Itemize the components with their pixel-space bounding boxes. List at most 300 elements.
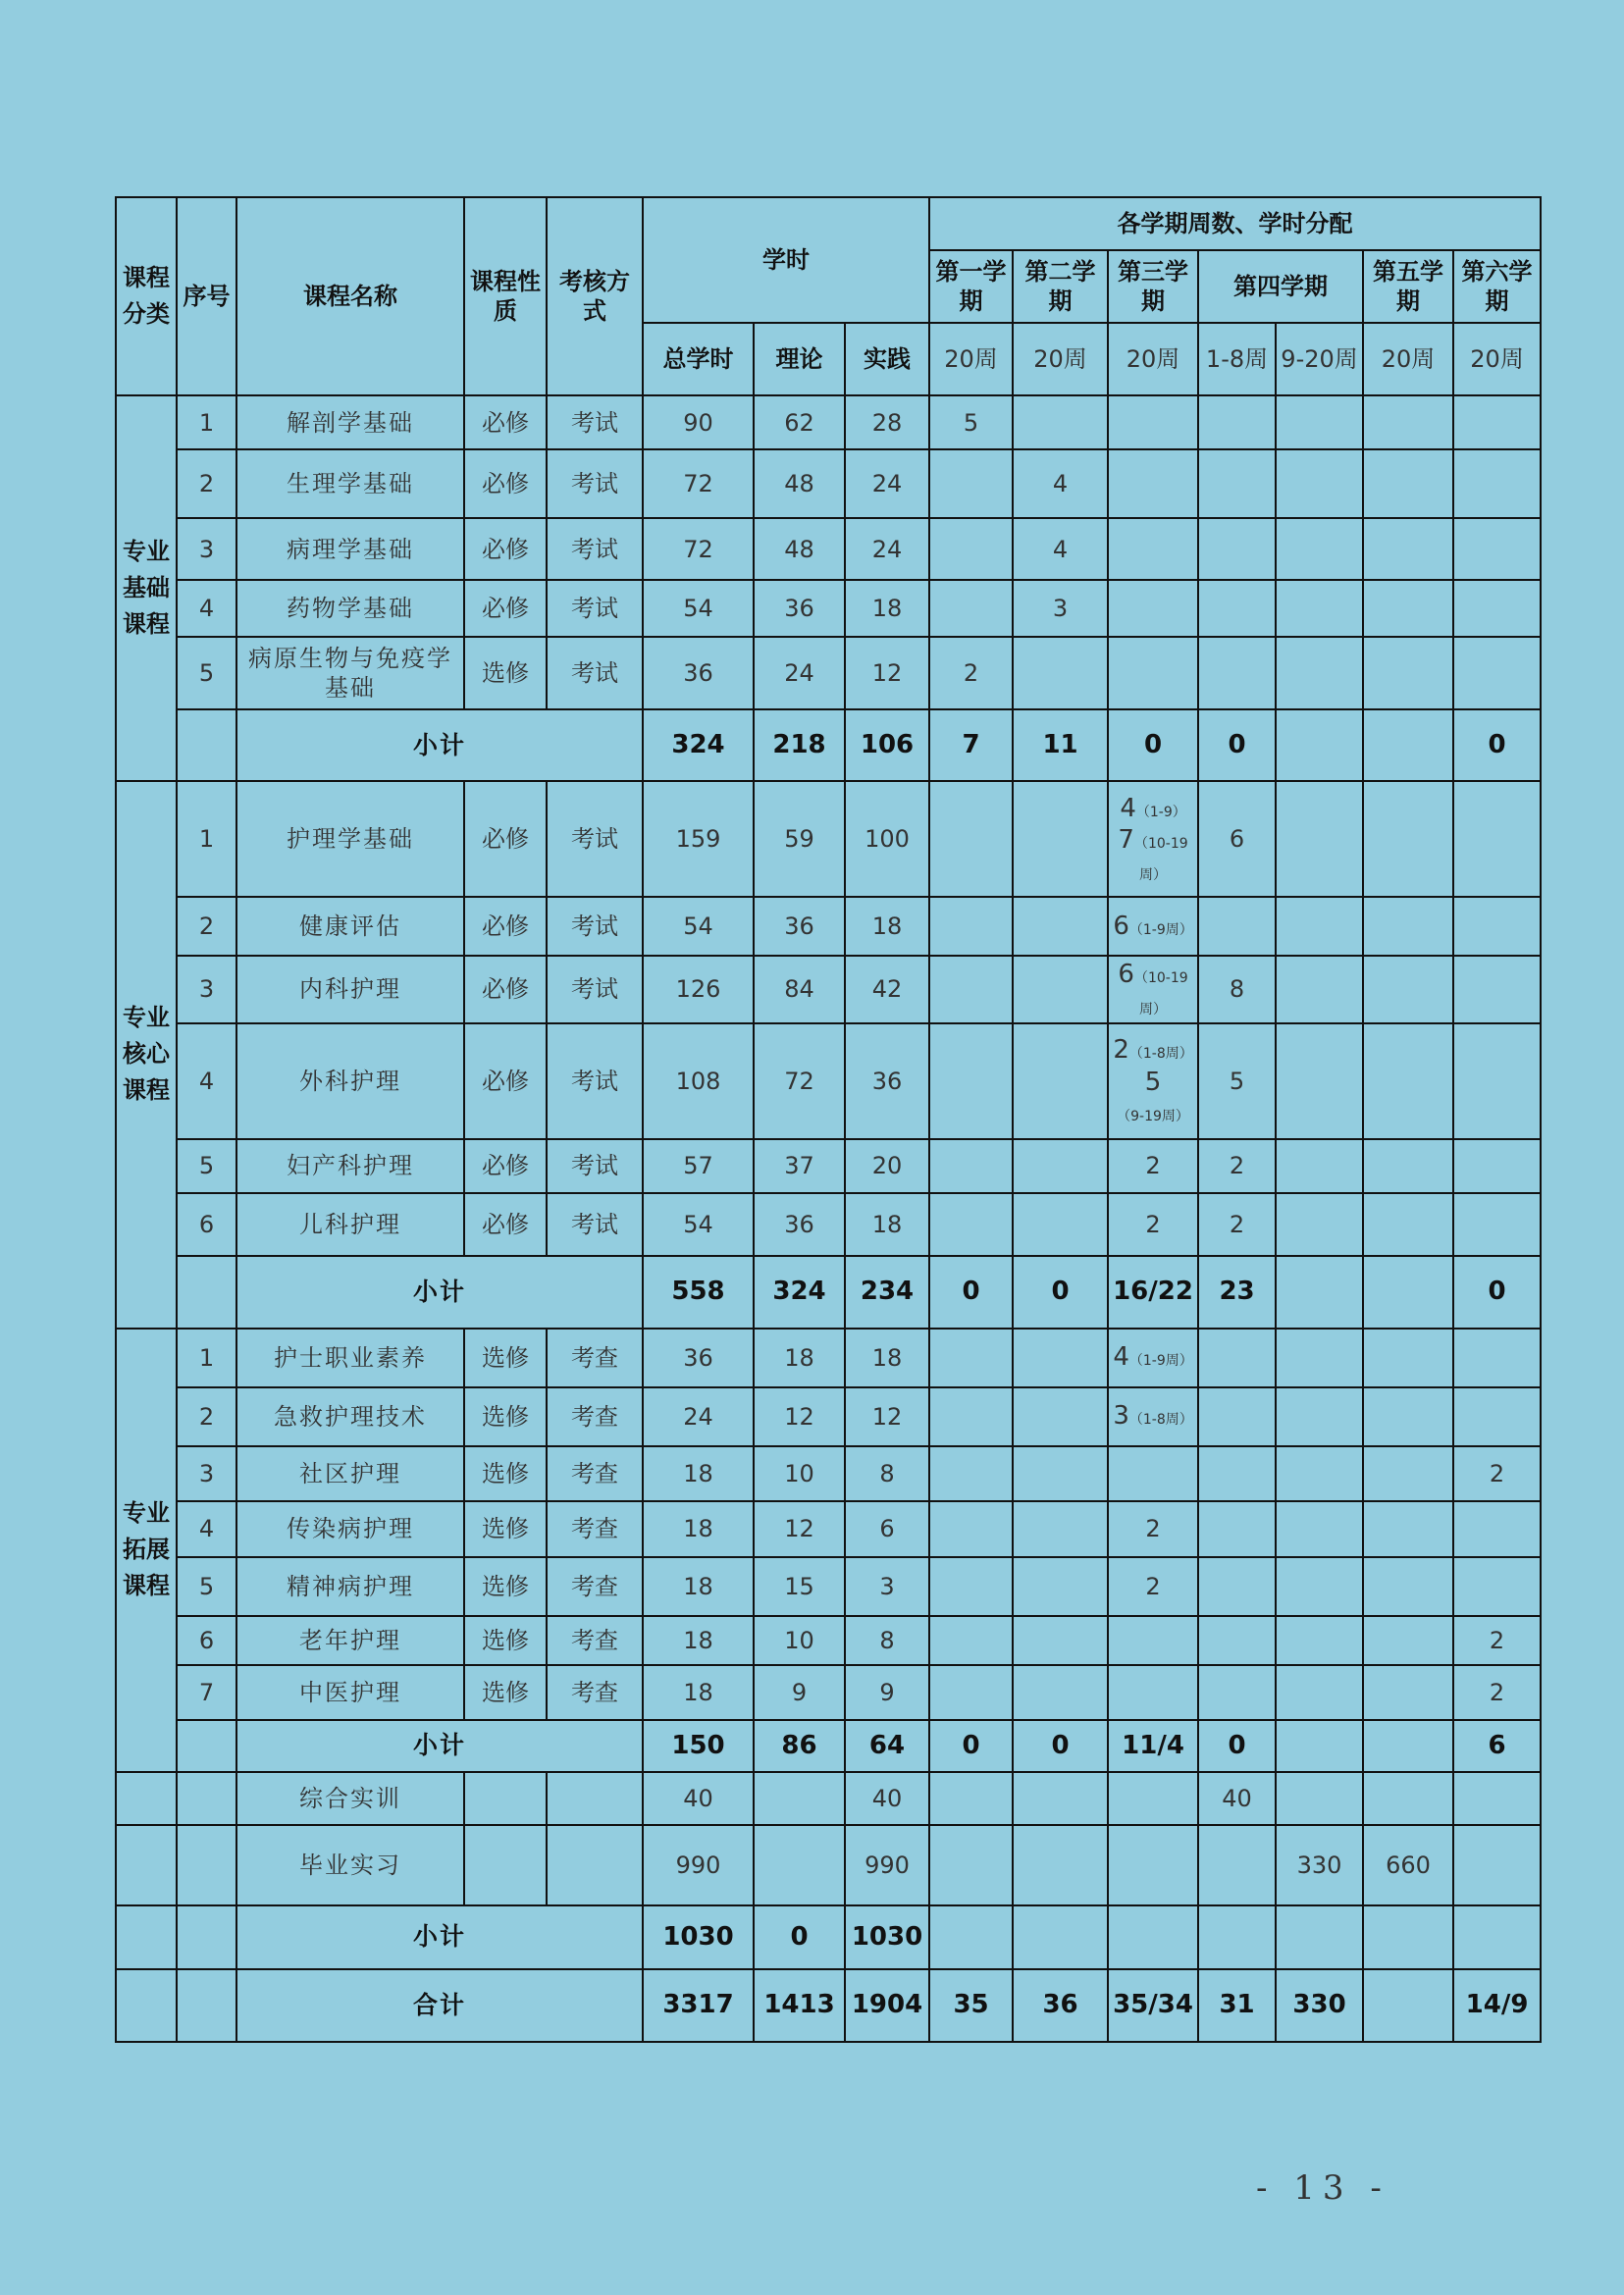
- sem1-cell: [929, 897, 1013, 956]
- assess-cell: 考试: [547, 1139, 643, 1193]
- table-row: [116, 1329, 1541, 1387]
- sem4b-cell: [1276, 1665, 1363, 1720]
- sem1-cell: [929, 1139, 1013, 1193]
- nature-cell: 选修: [464, 1616, 547, 1665]
- theory-cell: [754, 1825, 845, 1905]
- sem3-cell: [1108, 897, 1198, 956]
- sem4a-cell: 8: [1198, 956, 1276, 1023]
- sem4b-cell: [1276, 580, 1363, 637]
- course-name-cell: 内科护理: [236, 956, 464, 1023]
- sem2-cell: 0: [1013, 1256, 1108, 1329]
- total-cell: 54: [643, 1193, 754, 1256]
- practice-cell: 234: [845, 1256, 929, 1329]
- category-cell: [116, 1772, 177, 1825]
- theory-cell: 36: [754, 1193, 845, 1256]
- course-name-cell: 护理学基础: [236, 781, 464, 897]
- sem4a-cell: [1198, 395, 1276, 449]
- header-weeks-sem6: 20周: [1453, 323, 1541, 395]
- sem4b-cell: [1276, 1193, 1363, 1256]
- course-name-cell: 社区护理: [236, 1446, 464, 1501]
- sem2-cell: [1013, 1905, 1108, 1969]
- assess-cell: 考查: [547, 1616, 643, 1665]
- sem2-cell: [1013, 897, 1108, 956]
- seq-cell: 7: [177, 1665, 236, 1720]
- sem5-cell: [1363, 1772, 1453, 1825]
- table-row: [116, 637, 1541, 709]
- weekly-hours-entry: [1112, 824, 1194, 886]
- table-row: [116, 1825, 1541, 1905]
- sem3-cell: 2: [1108, 1501, 1198, 1557]
- seq-cell: 4: [177, 1501, 236, 1557]
- category-cell: [116, 1905, 177, 1969]
- seq-cell: 2: [177, 1387, 236, 1446]
- weekly-hours-entry: [1113, 1400, 1192, 1433]
- sem1-cell: [929, 1616, 1013, 1665]
- header-sem6: 第六学期: [1453, 250, 1541, 323]
- sem4a-cell: 40: [1198, 1772, 1276, 1825]
- table-row: [116, 1772, 1541, 1825]
- weekly-hours-entry: [1112, 959, 1194, 1020]
- sem4b-cell: 330: [1276, 1969, 1363, 2042]
- sem4a-cell: [1198, 1825, 1276, 1905]
- assess-cell: 考查: [547, 1446, 643, 1501]
- practice-cell: 6: [845, 1501, 929, 1557]
- sem2-cell: 36: [1013, 1969, 1108, 2042]
- total-cell: 54: [643, 897, 754, 956]
- sem5-cell: [1363, 1665, 1453, 1720]
- sem5-cell: [1363, 1256, 1453, 1329]
- subtotal-label: 小计: [236, 1256, 643, 1329]
- seq-cell: [177, 1720, 236, 1772]
- sem6-cell: 14/9: [1453, 1969, 1541, 2042]
- sem1-cell: [929, 1825, 1013, 1905]
- seq-cell: 4: [177, 580, 236, 637]
- sem4a-cell: 6: [1198, 781, 1276, 897]
- theory-cell: 10: [754, 1446, 845, 1501]
- sem4b-cell: [1276, 1387, 1363, 1446]
- sem6-cell: [1453, 1193, 1541, 1256]
- sem6-cell: 2: [1453, 1446, 1541, 1501]
- category-cell: [116, 1825, 177, 1905]
- sem1-cell: [929, 449, 1013, 518]
- sem6-cell: [1453, 1825, 1541, 1905]
- sem3-cell: 35/34: [1108, 1969, 1198, 2042]
- sem1-cell: [929, 1023, 1013, 1139]
- sem4a-cell: 0: [1198, 709, 1276, 781]
- theory-cell: 15: [754, 1557, 845, 1616]
- assess-cell: 考试: [547, 518, 643, 580]
- sem6-cell: [1453, 1905, 1541, 1969]
- theory-cell: 36: [754, 897, 845, 956]
- weekly-hours-range: （10-19周）: [1133, 970, 1188, 1017]
- header-sem3: 第三学期: [1108, 250, 1198, 323]
- sem5-cell: [1363, 1387, 1453, 1446]
- weekly-hours-range: （10-19周）: [1133, 836, 1188, 883]
- weekly-hours-value: 4: [1113, 1342, 1129, 1373]
- sem2-cell: 3: [1013, 580, 1108, 637]
- seq-cell: 1: [177, 781, 236, 897]
- sem3-cell: 16/22: [1108, 1256, 1198, 1329]
- sem4a-cell: [1198, 1501, 1276, 1557]
- sem5-cell: [1363, 1616, 1453, 1665]
- total-cell: 108: [643, 1023, 754, 1139]
- total-cell: 150: [643, 1720, 754, 1772]
- table-row: [116, 1193, 1541, 1256]
- subtotal-label: 合计: [236, 1969, 643, 2042]
- sem5-cell: [1363, 1720, 1453, 1772]
- assess-cell: 考试: [547, 1023, 643, 1139]
- sem1-cell: [929, 956, 1013, 1023]
- table-row: [116, 1023, 1541, 1139]
- subtotal-row: [116, 1720, 1541, 1772]
- assess-cell: 考查: [547, 1501, 643, 1557]
- sem5-cell: [1363, 637, 1453, 709]
- table-row: [116, 395, 1541, 449]
- sem2-cell: [1013, 1139, 1108, 1193]
- header-practice: 实践: [845, 323, 929, 395]
- weekly-hours-entry: [1113, 1034, 1192, 1067]
- header-sem5: 第五学期: [1363, 250, 1453, 323]
- table-row: [116, 1139, 1541, 1193]
- sem1-cell: [929, 518, 1013, 580]
- course-name-cell: 药物学基础: [236, 580, 464, 637]
- practice-cell: 40: [845, 1772, 929, 1825]
- table-row: [116, 1501, 1541, 1557]
- sem6-cell: [1453, 1387, 1541, 1446]
- theory-cell: 84: [754, 956, 845, 1023]
- total-cell: 18: [643, 1501, 754, 1557]
- sem2-cell: [1013, 1772, 1108, 1825]
- total-cell: 72: [643, 449, 754, 518]
- sem4b-cell: [1276, 395, 1363, 449]
- sem3-cell: [1108, 580, 1198, 637]
- nature-cell: 选修: [464, 1446, 547, 1501]
- total-cell: 18: [643, 1616, 754, 1665]
- sem2-cell: [1013, 637, 1108, 709]
- sem4a-cell: 31: [1198, 1969, 1276, 2042]
- weekly-hours-value: 6: [1113, 911, 1129, 941]
- sem2-cell: 4: [1013, 518, 1108, 580]
- sem6-cell: [1453, 956, 1541, 1023]
- seq-cell: 1: [177, 395, 236, 449]
- sem2-cell: [1013, 1557, 1108, 1616]
- course-name-cell: 病原生物与免疫学基础: [236, 637, 464, 709]
- header-seq: 序号: [177, 197, 236, 395]
- theory-cell: 48: [754, 449, 845, 518]
- page-number: - 13 -: [1256, 2168, 1389, 2208]
- weekly-hours-range: （1-8周）: [1128, 1046, 1193, 1062]
- sem3-cell: [1108, 1616, 1198, 1665]
- course-name-cell: 妇产科护理: [236, 1139, 464, 1193]
- sem1-cell: [929, 1665, 1013, 1720]
- assess-cell: 考试: [547, 580, 643, 637]
- sem1-cell: 7: [929, 709, 1013, 781]
- course-schedule-table: [115, 196, 1542, 2043]
- weekly-hours-entry: [1112, 1067, 1194, 1128]
- theory-cell: 18: [754, 1329, 845, 1387]
- sem6-cell: [1453, 449, 1541, 518]
- sem1-cell: 35: [929, 1969, 1013, 2042]
- practice-cell: 9: [845, 1665, 929, 1720]
- nature-cell: 必修: [464, 781, 547, 897]
- sem5-cell: [1363, 897, 1453, 956]
- subtotal-label: 小计: [236, 1905, 643, 1969]
- practice-cell: 18: [845, 580, 929, 637]
- sem5-cell: [1363, 1446, 1453, 1501]
- seq-cell: [177, 1969, 236, 2042]
- nature-cell: 选修: [464, 1501, 547, 1557]
- sem2-cell: [1013, 781, 1108, 897]
- total-cell: 558: [643, 1256, 754, 1329]
- nature-cell: 必修: [464, 1139, 547, 1193]
- sem4b-cell: [1276, 518, 1363, 580]
- sem5-cell: [1363, 1193, 1453, 1256]
- sem6-cell: [1453, 1772, 1541, 1825]
- sem5-cell: [1363, 781, 1453, 897]
- practice-cell: 1904: [845, 1969, 929, 2042]
- header-sem4: 第四学期: [1198, 250, 1363, 323]
- sem6-cell: 0: [1453, 1256, 1541, 1329]
- sem5-cell: [1363, 709, 1453, 781]
- practice-cell: 18: [845, 1193, 929, 1256]
- sem4b-cell: [1276, 956, 1363, 1023]
- weekly-hours-entry: [1120, 793, 1185, 825]
- sem3-cell: [1108, 1772, 1198, 1825]
- sem6-cell: 0: [1453, 709, 1541, 781]
- weekly-hours-range: （1-8周）: [1128, 1412, 1193, 1429]
- sem6-cell: [1453, 897, 1541, 956]
- sem3-cell: [1108, 1329, 1198, 1387]
- weekly-hours-entry: [1113, 1341, 1192, 1374]
- nature-cell: 选修: [464, 637, 547, 709]
- total-cell: 36: [643, 637, 754, 709]
- weekly-hours-value: 6: [1118, 960, 1134, 989]
- sem2-cell: 0: [1013, 1720, 1108, 1772]
- sem4b-cell: [1276, 637, 1363, 709]
- group-label-core: 专业核心课程: [116, 781, 177, 1329]
- assess-cell: 考试: [547, 956, 643, 1023]
- header-weeks-sem4a: 1-8周: [1198, 323, 1276, 395]
- practice-cell: 64: [845, 1720, 929, 1772]
- seq-cell: 5: [177, 1139, 236, 1193]
- sem5-cell: 660: [1363, 1825, 1453, 1905]
- total-cell: 18: [643, 1557, 754, 1616]
- theory-cell: 59: [754, 781, 845, 897]
- practice-cell: 8: [845, 1446, 929, 1501]
- sem2-cell: [1013, 395, 1108, 449]
- assess-cell: 考查: [547, 1557, 643, 1616]
- sem4a-cell: [1198, 897, 1276, 956]
- sem2-cell: [1013, 1023, 1108, 1139]
- course-name-cell: 解剖学基础: [236, 395, 464, 449]
- sem2-cell: 11: [1013, 709, 1108, 781]
- table-row: [116, 897, 1541, 956]
- total-cell: 18: [643, 1665, 754, 1720]
- sem2-cell: [1013, 956, 1108, 1023]
- theory-cell: 0: [754, 1905, 845, 1969]
- weekly-hours-value: 3: [1113, 1401, 1129, 1432]
- table-row: [116, 781, 1541, 897]
- table-row: [116, 580, 1541, 637]
- theory-cell: 48: [754, 518, 845, 580]
- sem3-cell: [1108, 449, 1198, 518]
- sem4b-cell: [1276, 1446, 1363, 1501]
- subtotal-row: [116, 1256, 1541, 1329]
- seq-cell: 5: [177, 637, 236, 709]
- theory-cell: 72: [754, 1023, 845, 1139]
- table-row: [116, 956, 1541, 1023]
- sem3-cell: 2: [1108, 1193, 1198, 1256]
- header-allocation: 各学期周数、学时分配: [929, 197, 1541, 250]
- sem1-cell: [929, 1905, 1013, 1969]
- total-cell: 159: [643, 781, 754, 897]
- assess-cell: [547, 1825, 643, 1905]
- assess-cell: 考查: [547, 1387, 643, 1446]
- header-weeks-sem3: 20周: [1108, 323, 1198, 395]
- sem3-cell: [1108, 1665, 1198, 1720]
- sem5-cell: [1363, 518, 1453, 580]
- practice-cell: 990: [845, 1825, 929, 1905]
- nature-cell: 必修: [464, 580, 547, 637]
- sem6-cell: [1453, 781, 1541, 897]
- weekly-hours-range: （1-9）: [1135, 804, 1186, 820]
- sem1-cell: [929, 1329, 1013, 1387]
- sem2-cell: [1013, 1193, 1108, 1256]
- header-total-hours: 总学时: [643, 323, 754, 395]
- nature-cell: 必修: [464, 897, 547, 956]
- header-course-name: 课程名称: [236, 197, 464, 395]
- weekly-hours-value: 7: [1118, 825, 1134, 855]
- theory-cell: [754, 1772, 845, 1825]
- nature-cell: 选修: [464, 1557, 547, 1616]
- sem4b-cell: [1276, 449, 1363, 518]
- nature-cell: 必修: [464, 1193, 547, 1256]
- assess-cell: 考试: [547, 637, 643, 709]
- sem5-cell: [1363, 956, 1453, 1023]
- nature-cell: 必修: [464, 395, 547, 449]
- total-cell: 90: [643, 395, 754, 449]
- sem4b-cell: [1276, 1720, 1363, 1772]
- assess-cell: [547, 1772, 643, 1825]
- sem4b-cell: [1276, 1905, 1363, 1969]
- sem4b-cell: [1276, 1256, 1363, 1329]
- sem4a-cell: [1198, 518, 1276, 580]
- course-name-cell: 老年护理: [236, 1616, 464, 1665]
- nature-cell: 必修: [464, 1023, 547, 1139]
- sem6-cell: 2: [1453, 1665, 1541, 1720]
- theory-cell: 324: [754, 1256, 845, 1329]
- sem4a-cell: 23: [1198, 1256, 1276, 1329]
- sem4b-cell: [1276, 1329, 1363, 1387]
- sem5-cell: [1363, 1023, 1453, 1139]
- header-sem1: 第一学期: [929, 250, 1013, 323]
- seq-cell: [177, 1825, 236, 1905]
- practice-cell: 3: [845, 1557, 929, 1616]
- course-name-cell: 健康评估: [236, 897, 464, 956]
- theory-cell: 218: [754, 709, 845, 781]
- total-cell: 72: [643, 518, 754, 580]
- practice-cell: 106: [845, 709, 929, 781]
- header-category: 课程分类: [116, 197, 177, 395]
- total-cell: 18: [643, 1446, 754, 1501]
- sem3-cell: [1108, 1825, 1198, 1905]
- practice-cell: 18: [845, 897, 929, 956]
- seq-cell: [177, 1256, 236, 1329]
- sem3-cell: [1108, 395, 1198, 449]
- seq-cell: [177, 1772, 236, 1825]
- sem1-cell: 2: [929, 637, 1013, 709]
- sem3-cell: 2: [1108, 1557, 1198, 1616]
- practice-cell: 36: [845, 1023, 929, 1139]
- table-row: [116, 1557, 1541, 1616]
- sem3-cell: [1108, 518, 1198, 580]
- sem3-cell: 11/4: [1108, 1720, 1198, 1772]
- sem5-cell: [1363, 1501, 1453, 1557]
- seq-cell: 2: [177, 897, 236, 956]
- theory-cell: 1413: [754, 1969, 845, 2042]
- assess-cell: 考查: [547, 1329, 643, 1387]
- sem4b-cell: [1276, 781, 1363, 897]
- seq-cell: 4: [177, 1023, 236, 1139]
- sem2-cell: [1013, 1665, 1108, 1720]
- sem4a-cell: [1198, 449, 1276, 518]
- nature-cell: 选修: [464, 1387, 547, 1446]
- nature-cell: [464, 1825, 547, 1905]
- sem4a-cell: 0: [1198, 1720, 1276, 1772]
- sem6-cell: [1453, 518, 1541, 580]
- practice-cell: 20: [845, 1139, 929, 1193]
- sem6-cell: [1453, 1329, 1541, 1387]
- sem4a-cell: [1198, 580, 1276, 637]
- weekly-hours-value: 2: [1113, 1035, 1129, 1065]
- theory-cell: 12: [754, 1387, 845, 1446]
- sem4b-cell: [1276, 1501, 1363, 1557]
- practice-cell: 28: [845, 395, 929, 449]
- sem4b-cell: [1276, 1772, 1363, 1825]
- sem4b-cell: [1276, 1616, 1363, 1665]
- total-cell: 324: [643, 709, 754, 781]
- seq-cell: [177, 1905, 236, 1969]
- practice-cell: 12: [845, 637, 929, 709]
- course-name-cell: 病理学基础: [236, 518, 464, 580]
- assess-cell: 考查: [547, 1665, 643, 1720]
- total-cell: 3317: [643, 1969, 754, 2042]
- practice-cell: 1030: [845, 1905, 929, 1969]
- sem2-cell: 4: [1013, 449, 1108, 518]
- theory-cell: 37: [754, 1139, 845, 1193]
- sem2-cell: [1013, 1329, 1108, 1387]
- sem4b-cell: [1276, 897, 1363, 956]
- practice-cell: 24: [845, 449, 929, 518]
- practice-cell: 18: [845, 1329, 929, 1387]
- practice-cell: 8: [845, 1616, 929, 1665]
- seq-cell: 3: [177, 518, 236, 580]
- theory-cell: 86: [754, 1720, 845, 1772]
- table-row: [116, 1616, 1541, 1665]
- group-label-foundation: 专业基础课程: [116, 395, 177, 781]
- sem3-cell: [1108, 1387, 1198, 1446]
- sem4a-cell: 5: [1198, 1023, 1276, 1139]
- sem1-cell: [929, 781, 1013, 897]
- sem1-cell: [929, 1501, 1013, 1557]
- sem6-cell: [1453, 1139, 1541, 1193]
- course-name-cell: 护士职业素养: [236, 1329, 464, 1387]
- sem5-cell: [1363, 395, 1453, 449]
- weekly-hours-value: 4: [1120, 793, 1136, 823]
- header-weeks-sem5: 20周: [1363, 323, 1453, 395]
- weekly-hours-range: （9-19周）: [1117, 1109, 1189, 1124]
- nature-cell: 必修: [464, 518, 547, 580]
